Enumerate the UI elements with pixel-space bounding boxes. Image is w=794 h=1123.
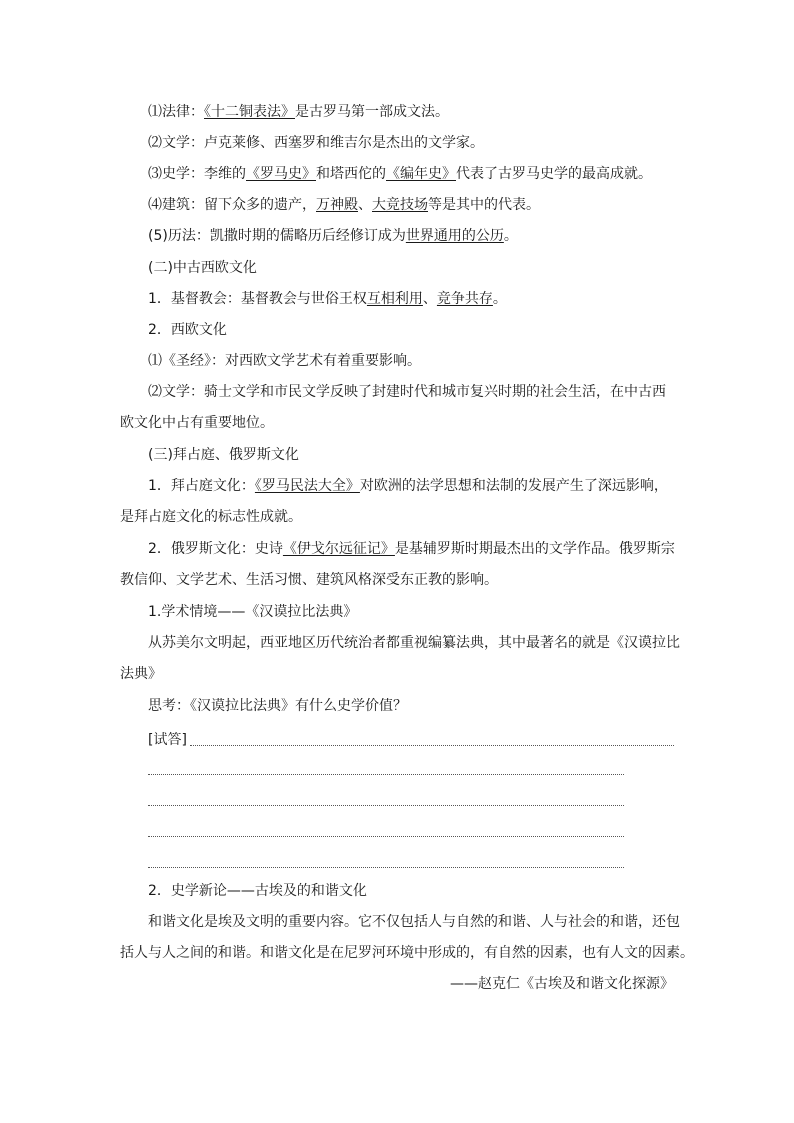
medieval-church-line xyxy=(148,289,507,309)
scenario1-question: 思考：《汉谟拉比法典》有什么史学价值？ xyxy=(148,698,407,714)
russian-culture-line2: 教信仰、文学艺术、生活习惯、建筑风格深受东正教的影响。 xyxy=(120,572,498,588)
roman-law-label: ⑴法律： xyxy=(148,104,204,120)
answer-line-5[interactable] xyxy=(148,867,624,868)
roman-calendar-line xyxy=(148,226,518,246)
medieval-church-u1: 互相利用 xyxy=(366,291,423,307)
answer-line-1[interactable] xyxy=(190,745,674,746)
roman-architecture-rest: 等是其中的代表。 xyxy=(428,197,540,213)
roman-calendar-rest: 。 xyxy=(503,228,518,244)
russian-rest: 是基辅罗斯时期最杰出的文学作品。俄罗斯宗 xyxy=(394,541,675,557)
scenario2-text-line1: 和谐文化是埃及文明的重要内容。它不仅包括人与自然的和谐、人与社会的和谐，还包 xyxy=(148,914,680,930)
russian-work: 《伊戈尔远征记》 xyxy=(282,541,395,557)
medieval-literature-line2: 欧文化中占有重要地位。 xyxy=(120,415,274,431)
roman-architecture-label: ⑷建筑：留下众多的遗产， xyxy=(148,197,316,213)
medieval-church-u2: 竞争共存 xyxy=(436,291,493,307)
scenario2-text-line2: 括人与人之间的和谐。和谐文化是在尼罗河环境中形成的，有自然的因素，也有人文的因素。 xyxy=(120,945,694,961)
medieval-culture-heading: 2．西欧文化 xyxy=(148,322,227,338)
roman-calendar-item: 世界通用的公历 xyxy=(405,228,504,244)
roman-literature-line: ⑵文学：卢克莱修、西塞罗和维吉尔是杰出的文学家。 xyxy=(148,135,484,151)
roman-architecture-item2: 大竞技场 xyxy=(372,197,428,213)
roman-law-line xyxy=(148,102,449,122)
roman-history-rest: 代表了古罗马史学的最高成就。 xyxy=(456,166,652,182)
russian-label: 2．俄罗斯文化：史诗 xyxy=(148,541,283,557)
roman-history-mid: 和塔西佗的 xyxy=(316,166,386,182)
byzantine-label: 1．拜占庭文化： xyxy=(148,478,255,494)
byzantine-work: 《罗马民法大全》 xyxy=(254,478,360,494)
roman-history-label: ⑶史学：李维的 xyxy=(148,166,246,182)
roman-law-rest: 是古罗马第一部成文法。 xyxy=(295,104,449,120)
byzantine-culture-line1 xyxy=(148,476,668,496)
answer-line-4[interactable] xyxy=(148,836,624,837)
medieval-church-sep: 、 xyxy=(422,291,437,307)
roman-calendar-label: (5)历法：凯撒时期的儒略历后经修订成为 xyxy=(148,228,406,244)
roman-architecture-line xyxy=(148,195,540,215)
medieval-church-end: 。 xyxy=(492,291,507,307)
roman-law-work: 《十二铜表法》 xyxy=(204,104,295,120)
scenario2-heading: 2．史学新论——古埃及的和谐文化 xyxy=(148,883,367,899)
medieval-church-label: 1．基督教会：基督教会与世俗王权 xyxy=(148,291,367,307)
roman-history-line xyxy=(148,164,652,184)
scenario1-text-line2: 法典》 xyxy=(120,666,162,682)
answer-line-3[interactable] xyxy=(148,805,624,806)
scenario1-text-line1: 从苏美尔文明起，西亚地区历代统治者都重视编纂法典，其中最著名的就是《汉谟拉比 xyxy=(148,635,680,651)
russian-culture-line1 xyxy=(148,539,675,559)
medieval-bible-line: ⑴《圣经》：对西欧文学艺术有着重要影响。 xyxy=(148,353,421,369)
answer-label: [试答] xyxy=(148,732,187,748)
medieval-heading: (二)中古西欧文化 xyxy=(148,260,257,276)
scenario2-source: ——赵克仁《古埃及和谐文化探源》 xyxy=(450,976,674,992)
roman-history-work2: 《编年史》 xyxy=(386,166,456,182)
scenario1-heading: 1.学术情境——《汉谟拉比法典》 xyxy=(148,604,358,620)
byzantine-rest: 对欧洲的法学思想和法制的发展产生了深远影响， xyxy=(359,478,668,494)
roman-architecture-sep: 、 xyxy=(358,197,372,213)
answer-line-2[interactable] xyxy=(148,774,624,775)
byzantine-culture-line2: 是拜占庭文化的标志性成就。 xyxy=(120,509,302,525)
roman-architecture-item1: 万神殿 xyxy=(316,197,358,213)
roman-history-work1: 《罗马史》 xyxy=(246,166,316,182)
medieval-literature-line1: ⑵文学：骑士文学和市民文学反映了封建时代和城市复兴时期的社会生活，在中古西 xyxy=(148,384,666,400)
byzantine-heading: (三)拜占庭、俄罗斯文化 xyxy=(148,447,299,463)
